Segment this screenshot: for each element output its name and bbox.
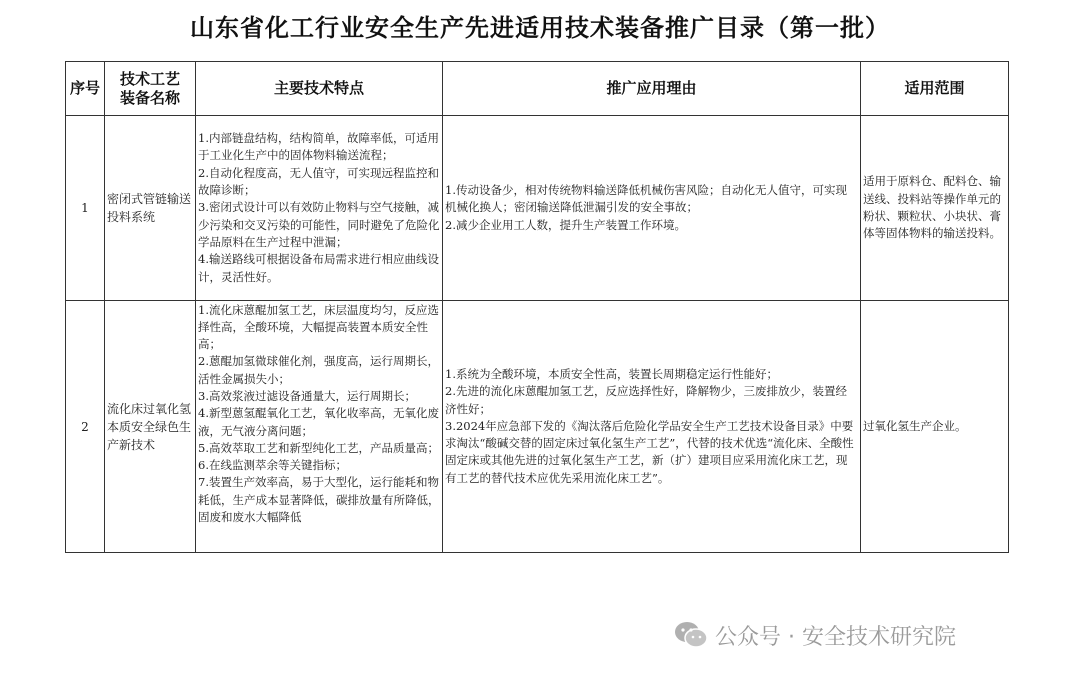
row-equipment-name: 流化床过氧化氢本质安全绿色生产新技术 [105, 301, 196, 553]
table-row [66, 116, 1009, 301]
row-reasons [443, 301, 861, 553]
feature-item: 3.高效浆液过滤设备通量大，运行周期长； [198, 388, 416, 403]
row-reasons [443, 116, 861, 301]
catalog-table [65, 61, 1009, 553]
feature-item: 1.流化床蒽醌加氢工艺，床层温度均匀，反应选择性高，全酸环境，大幅提高装置本质安全性高； [198, 302, 439, 352]
header-seq: 序号 [66, 62, 105, 116]
header-name: 技术工艺装备名称 [105, 62, 196, 116]
wechat-icon [673, 620, 709, 650]
row-equipment-name: 密闭式管链输送投料系统 [105, 116, 196, 301]
feature-item: 4.新型蒽氢醌氧化工艺，氧化收率高，无氧化废液，无气液分离问题； [198, 406, 439, 438]
reason-item: 2.先进的流化床蒽醌加氢工艺，反应选择性好，降解物少，三废排放少，装置经济性好； [445, 384, 847, 416]
feature-item: 7.装置生产效率高，易于大型化，运行能耗和物耗低，生产成本显著降低，碳排放量有所降低，固废和废水大幅降低 [198, 475, 440, 525]
feature-item: 2.自动化程度高，无人值守，可实现远程监控和故障诊断； [198, 165, 439, 198]
row-scope: 适用于原料仓、配料仓、输送线、投料站等操作单元的粉状、颗粒状、小块状、膏体等固体物料的输送投料。 [861, 116, 1009, 301]
feature-item: 1.内部链盘结构，结构简单，故障率低，可适用于工业化生产中的固体物料输送流程； [198, 131, 439, 163]
row-scope: 过氧化氢生产企业。 [861, 301, 1009, 553]
feature-item: 5.高效萃取工艺和新型纯化工艺，产品质量高； [198, 440, 439, 455]
header-features: 主要技术特点 [196, 62, 443, 116]
reason-item: 3.2024年应急部下发的《淘汰落后危险化学品安全生产工艺技术设备目录》中要求淘汰“酸碱交替的固定床过氧化氢生产工艺”，代替的技术优选“流化床、全酸性固定床或其他先进的过氧化氢生产工艺，新（扩）建项目应采用流化床工艺，现有工艺的替代技术应优先采用流化床工艺”。 [445, 418, 854, 485]
row-seq: 1 [66, 116, 105, 301]
watermark [673, 619, 956, 651]
feature-item: 4.输送路线可根据设备布局需求进行相应曲线设计，灵活性好。 [198, 252, 439, 284]
feature-item: 2.蒽醌加氢微球催化剂，强度高，运行周期长，活性金属损失小； [198, 354, 439, 386]
feature-item: 6.在线监测萃余等关键指标； [198, 458, 347, 473]
document-title: 山东省化工行业安全生产先进适用技术装备推广目录（第一批） [190, 14, 890, 42]
reason-item: 2.减少企业用工人数，提升生产装置工作环境。 [445, 217, 686, 232]
reason-item: 1.传动设备少，相对传统物料输送降低机械伤害风险；自动化无人值守，可实现机械化换人；密闭输送降低泄漏引发的安全事故； [445, 183, 847, 215]
row-features [196, 116, 443, 301]
feature-item: 3.密闭式设计可以有效防止物料与空气接触，减少污染和交叉污染的可能性，同时避免了危险化学品原料在生产过程中泄漏； [198, 200, 440, 249]
watermark-text: 公众号 · 安全技术研究院 [715, 624, 956, 650]
header-scope: 适用范围 [861, 62, 1009, 116]
row-features [196, 301, 443, 553]
row-seq: 2 [66, 301, 105, 553]
table-row [66, 301, 1009, 553]
table-header-row [66, 62, 1009, 116]
reason-item: 1.系统为全酸环境，本质安全性高，装置长周期稳定运行性能好； [445, 366, 778, 381]
header-reasons: 推广应用理由 [443, 62, 861, 116]
